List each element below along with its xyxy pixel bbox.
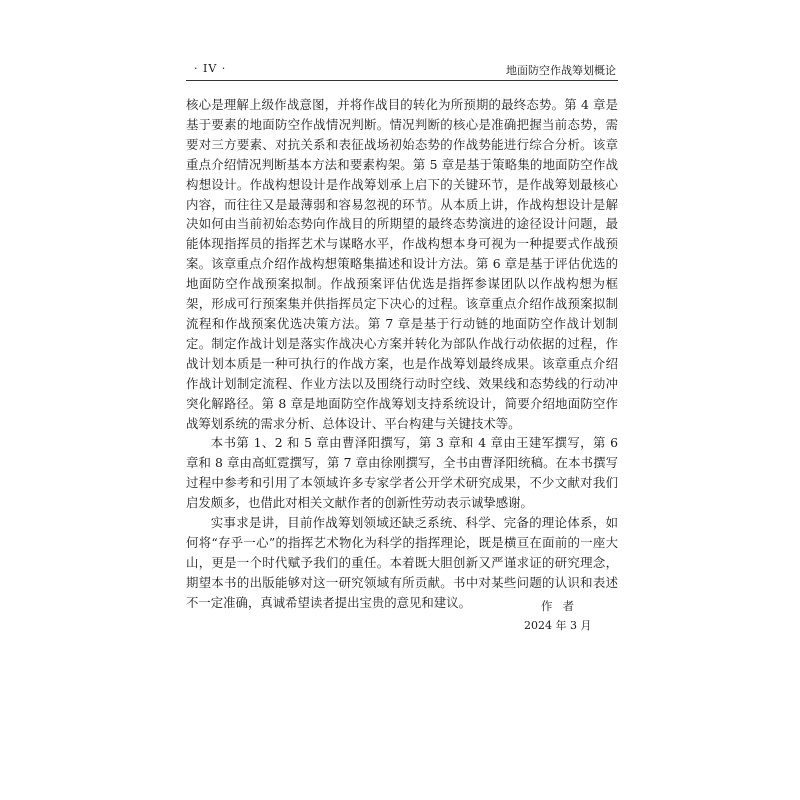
- paragraph-authorship: 本书第 1、2 和 5 章由曹泽阳撰写，第 3 章和 4 章由王建军撰写，第 6 章和 8 章由高虹霓撰写，第 7 章由徐刚撰写，全书由曹泽阳统稿。在本书撰写过程中参考和引用了本领域许多专家学者公开学术研究成果，不少文献对我们启发颇多，也借此对相关文献作者的创新性劳动表示诚挚感谢。: [186, 435, 618, 511]
- header-divider: [186, 80, 618, 81]
- preface-body: [186, 95, 618, 613]
- paragraph-continued: 核心是理解上级作战意图，并将作战目的转化为所预期的最终态势。第 4 章是基于要素的地面防空作战情况判断。情况判断的核心是准确把握当前态势，需要对三方要素、对抗关系和表征战场初始态势的作战势能进行综合分析。该章重点介绍情况判断基本方法和要素构架。第 5 章是基于策略集的地面防空作战构想设计。作战构想设计是作战筹划承上启下的关键环节，是作战筹划最核心内容，而往往又是最薄弱和容易忽视的环节。从本质上讲，作战构想设计是解决如何由当前初始态势向作战目的所期望的最终态势演进的途径设计问题，最能体现指挥员的指挥艺术与谋略水平，作战构想本身可视为一种提要式作战预案。该章重点介绍作战构想策略集描述和设计方法。第 6 章是基于评估优选的地面防空作战预案拟制。作战预案评估优选是指挥参谋团队以作战构想为框架，形成可行预案集并供指挥员定下决心的过程。该章重点介绍作战预案拟制流程和作战预案优选决策方法。第 7 章是基于行动链的地面防空作战计划制定。制定作战计划是落实作战决心方案并转化为部队作战行动依据的过程，作战计划本质是一种可执行的作战方案，也是作战筹划最终成果。该章重点介绍作战计划制定流程、作业方法以及围绕行动时空线、效果线和态势线的行动冲突化解路径。第 8 章是地面防空作战筹划支持系统设计，简要介绍地面防空作战筹划系统的需求分析、总体设计、平台构建与关键技术等。: [186, 97, 618, 431]
- running-header: [186, 62, 618, 80]
- signature-author: 作者: [541, 599, 584, 613]
- paragraph-closing: 实事求是讲，目前作战筹划领域还缺乏系统、科学、完备的理论体系，如何将“存乎一心”的指挥艺术物化为科学的指挥理论，既是横亘在面前的一座大山，更是一个时代赋予我们的重任。本着既大胆创新又严谨求证的研究理念，期望本书的出版能够对这一研究领域有所贡献。书中对某些问题的认识和表述不一定准确，真诚希望读者提出宝贵的意见和建议。: [186, 515, 618, 610]
- book-title: 地面防空作战筹划概论: [506, 64, 616, 77]
- signature-date: 2024 年 3 月: [524, 619, 592, 632]
- page-number: · IV ·: [194, 62, 227, 75]
